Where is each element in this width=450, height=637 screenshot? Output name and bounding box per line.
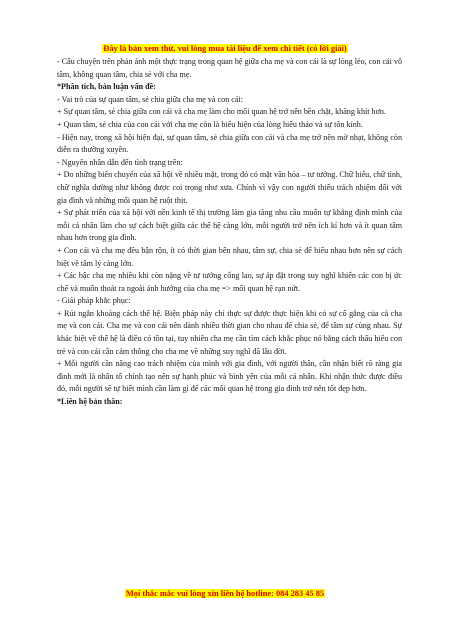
body-paragraph: - Vai trò của sự quan tâm, sẻ chia giữa cha mẹ và con cái: [57, 94, 243, 104]
body-paragraph: + Các bậc cha mẹ nhiều khi còn nặng về tư tưởng cổng lao, sự áp đặt trong suy nghĩ khiến các con bị ức chế và muốn thoát ra ngoài ảnh hưởng của cha mẹ => mối quan hệ rạn nứt. [57, 271, 402, 293]
body-paragraph: - Hiện nay, trong xã hội hiện đại, sự quan tâm, sẻ chia giữa con cái và cha mẹ trở nên mờ nhạt, không còn diễn ra thường xuyên. [57, 132, 402, 155]
preview-notice-banner [0, 44, 450, 53]
section-heading: *Phân tích, bàn luận vấn đề: [57, 82, 156, 92]
preview-notice-text: Đây là bản xem thử, vui lòng mua tài liệu để xem chi tiết (có lời giải) [103, 44, 347, 53]
body-paragraph: + Con cái và cha mẹ đều bận rộn, ít có thời gian bên nhau, tâm sự, chia sẻ để hiểu nhau hơn nên sự cách biệt về tâm lý càng lớn. [57, 245, 402, 268]
body-paragraph: + Rút ngắn khoảng cách thế hệ. Biện pháp này chỉ thực sự được thực hiện khi có sự cố gắng của cả cha mẹ và con cái. Cha mẹ và con cái nên dành nhiều thời gian cho nhau để chia sẻ, để tâm sự cùng nhau. Sự khác biệt về thế hệ là điều có tồn tại, tuy nhiên cha mẹ cần tìm cách khắc phục nó bằng cách thấu hiểu con trẻ và con cái cần cảm thông cho cha mẹ về những suy nghĩ đã lâu đời. [57, 308, 402, 356]
body-paragraph: - Nguyên nhân dẫn đến tình trạng trên: [57, 157, 183, 167]
body-paragraph: + Mỗi người cần nâng cao trách nhiệm của mình với gia đình, với người thân, cần nhận biết rõ ràng gia đình mới là nhân tố chính tạo nên sự hạnh phúc và bình yên của mỗi cá nhân. Khi nhận thức được điều đó, mỗi người sẽ tự biết mình cần làm gì để các mối quan hệ trong gia đình trở nên tốt đẹp hơn. [57, 359, 402, 394]
document-body [57, 56, 402, 409]
body-paragraph: - Giải pháp khắc phục: [57, 296, 131, 306]
body-paragraph: + Sự quan tâm, sẻ chia giữa con cái và cha mẹ làm cho mối quan hệ trở nên bền chặt, khăng khít hơn. [57, 107, 386, 117]
body-paragraph: + Do những biến chuyển của xã hội về nhiều mặt, trong đó có mặt văn hóa – tư tưởng. Chữ hiếu, chữ tình, chữ nghĩa dường như không được coi trọng như xưa. Chính vì vậy con người thiếu trách nhiệm đối với gia đình và những mối quan hệ ruột thịt. [57, 170, 402, 205]
hotline-text: Mọi thắc mắc vui lòng xin liên hệ hotline: 084 283 45 85 [125, 589, 325, 598]
body-paragraph: + Quan tâm, sẻ chia của con cái với cha mẹ còn là biểu hiện của lòng hiếu thảo và sự tôn kính. [57, 119, 363, 129]
body-paragraph: - Câu chuyện trên phản ánh một thực trạng trong quan hệ giữa cha mẹ và con cái là sự lỏng lẻo, con cái vô tâm, không quan tâm, chia sẻ với cha mẹ. [57, 57, 402, 79]
section-heading: *Liên hệ bản thân: [57, 397, 123, 407]
body-paragraph: + Sự phát triển của xã hội với nền kinh tế thị trường làm gia tăng nhu cầu muốn tự khẳng định mình của mỗi cá nhân làm cho sự cách biệt giữa các thế hệ càng lớn, mỗi người trở nên ích kỉ hơn và ít quan tâm nhau hơn trong gia đình. [57, 208, 402, 243]
hotline-banner [0, 589, 450, 598]
